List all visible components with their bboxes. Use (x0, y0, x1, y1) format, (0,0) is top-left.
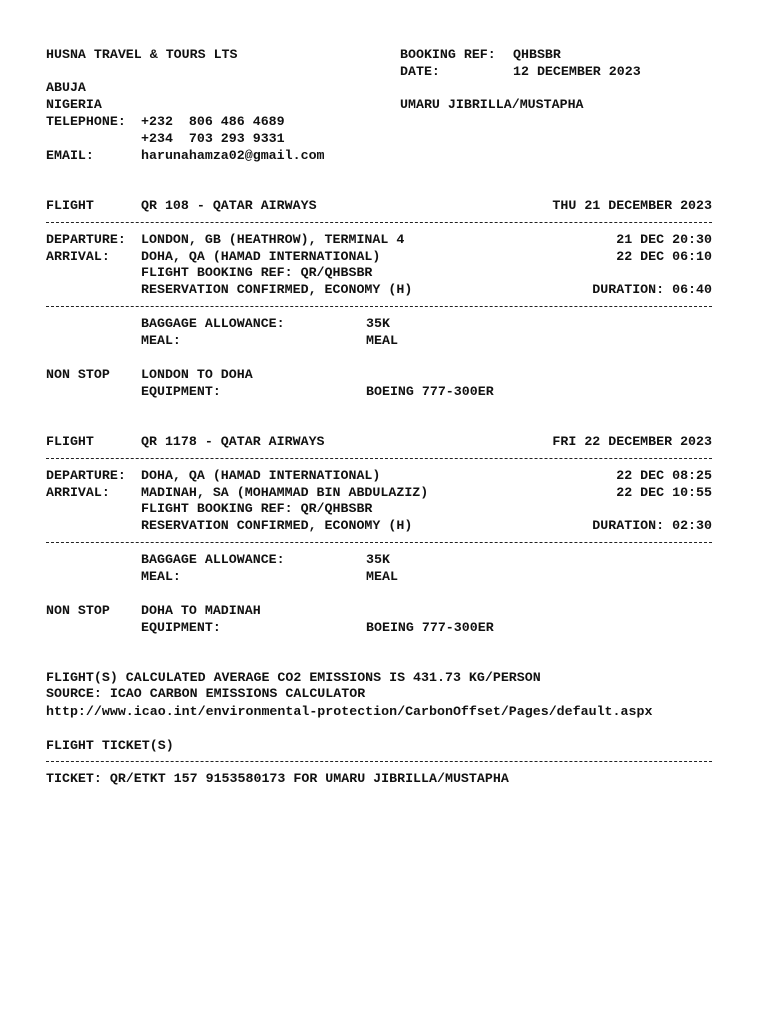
section-divider (46, 458, 712, 459)
booking-date-value: 12 DECEMBER 2023 (513, 64, 641, 79)
telephone-2: +234 703 293 9331 (141, 131, 285, 146)
meal-value: MEAL (366, 569, 398, 584)
booking-date-label: DATE: (400, 64, 440, 79)
departure-time: 21 DEC 20:30 (616, 232, 712, 247)
flight-number: QR 108 - QATAR AIRWAYS (141, 198, 317, 213)
nonstop-label: NON STOP (46, 603, 110, 618)
section-divider (46, 761, 712, 762)
arrival-label: ARRIVAL: (46, 485, 110, 500)
baggage-label: BAGGAGE ALLOWANCE: (141, 316, 285, 331)
flight-label: FLIGHT (46, 198, 94, 213)
telephone-1: +232 806 486 4689 (141, 114, 285, 129)
email-label: EMAIL: (46, 148, 94, 163)
flight-duration: DURATION: 06:40 (592, 282, 712, 297)
route: LONDON TO DOHA (141, 367, 253, 382)
equipment-value: BOEING 777-300ER (366, 620, 494, 635)
co2-source-line: SOURCE: ICAO CARBON EMISSIONS CALCULATOR (46, 686, 366, 701)
agency-city: ABUJA (46, 80, 86, 95)
route: DOHA TO MADINAH (141, 603, 261, 618)
flight-date: FRI 22 DECEMBER 2023 (552, 434, 712, 449)
meal-label: MEAL: (141, 569, 181, 584)
equipment-label: EQUIPMENT: (141, 620, 221, 635)
section-divider (46, 222, 712, 223)
arrival-time: 22 DEC 10:55 (616, 485, 712, 500)
baggage-label: BAGGAGE ALLOWANCE: (141, 552, 285, 567)
co2-source-url: http://www.icao.int/environmental-protection/CarbonOffset/Pages/default.aspx (46, 704, 653, 719)
equipment-label: EQUIPMENT: (141, 384, 221, 399)
baggage-value: 35K (366, 316, 390, 331)
tickets-heading: FLIGHT TICKET(S) (46, 738, 174, 753)
arrival-airport: DOHA, QA (HAMAD INTERNATIONAL) (141, 249, 381, 264)
arrival-time: 22 DEC 06:10 (616, 249, 712, 264)
flight-date: THU 21 DECEMBER 2023 (552, 198, 712, 213)
booking-ref-label: BOOKING REF: (400, 47, 496, 62)
departure-airport: DOHA, QA (HAMAD INTERNATIONAL) (141, 468, 381, 483)
flight-number: QR 1178 - QATAR AIRWAYS (141, 434, 325, 449)
flight-booking-ref: FLIGHT BOOKING REF: QR/QHBSBR (141, 501, 373, 516)
departure-airport: LONDON, GB (HEATHROW), TERMINAL 4 (141, 232, 405, 247)
reservation-status: RESERVATION CONFIRMED, ECONOMY (H) (141, 282, 413, 297)
booking-ref-value: QHBSBR (513, 47, 561, 62)
flight-booking-ref: FLIGHT BOOKING REF: QR/QHBSBR (141, 265, 373, 280)
agency-country: NIGERIA (46, 97, 102, 112)
co2-emissions-line: FLIGHT(S) CALCULATED AVERAGE CO2 EMISSIONS IS 431.73 KG/PERSON (46, 670, 541, 685)
departure-label: DEPARTURE: (46, 232, 126, 247)
meal-value: MEAL (366, 333, 398, 348)
flight-duration: DURATION: 02:30 (592, 518, 712, 533)
equipment-value: BOEING 777-300ER (366, 384, 494, 399)
arrival-airport: MADINAH, SA (MOHAMMAD BIN ABDULAZIZ) (141, 485, 429, 500)
telephone-label: TELEPHONE: (46, 114, 126, 129)
section-divider-dashed (46, 542, 712, 543)
ticket-line: TICKET: QR/ETKT 157 9153580173 FOR UMARU JIBRILLA/MUSTAPHA (46, 771, 509, 786)
nonstop-label: NON STOP (46, 367, 110, 382)
arrival-label: ARRIVAL: (46, 249, 110, 264)
flight-label: FLIGHT (46, 434, 94, 449)
departure-time: 22 DEC 08:25 (616, 468, 712, 483)
meal-label: MEAL: (141, 333, 181, 348)
email-value: harunahamza02@gmail.com (141, 148, 325, 163)
baggage-value: 35K (366, 552, 390, 567)
reservation-status: RESERVATION CONFIRMED, ECONOMY (H) (141, 518, 413, 533)
section-divider-dashed (46, 306, 712, 307)
departure-label: DEPARTURE: (46, 468, 126, 483)
passenger-name: UMARU JIBRILLA/MUSTAPHA (400, 97, 584, 112)
agency-name: HUSNA TRAVEL & TOURS LTS (46, 47, 238, 62)
